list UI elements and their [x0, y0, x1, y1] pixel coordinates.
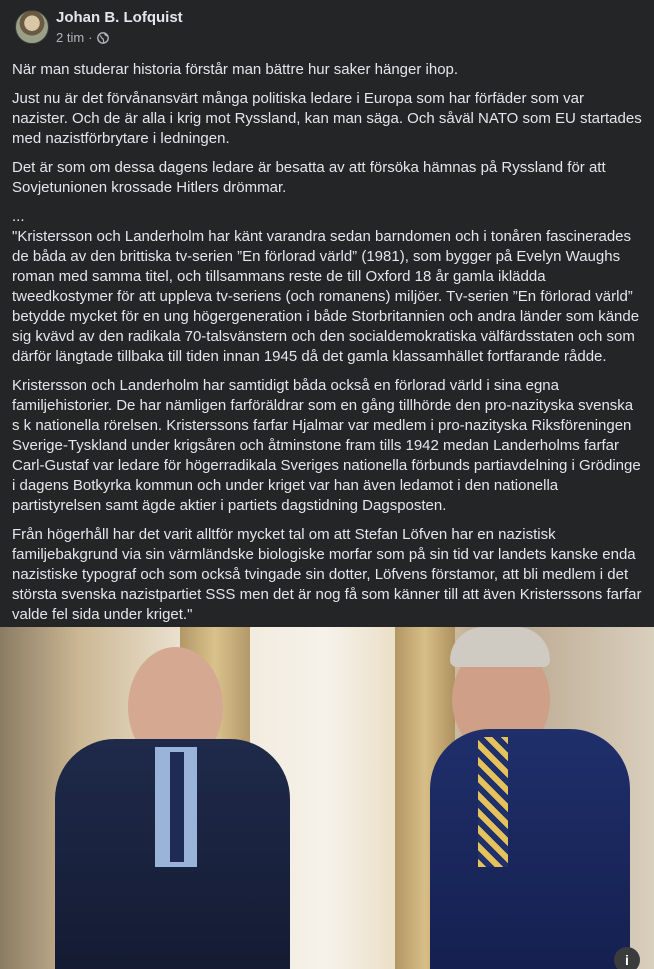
post-paragraph: När man studerar historia förstår man bättre hur saker hänger ihop. [12, 61, 459, 78]
post-time[interactable]: 2 tim [56, 30, 85, 45]
post-meta [56, 30, 109, 45]
person-right-tie [478, 737, 508, 867]
globe-icon[interactable] [97, 32, 109, 44]
post-photo[interactable] [0, 627, 654, 969]
post-header [15, 8, 635, 44]
author-avatar[interactable] [15, 10, 49, 44]
post-paragraph: Just nu är det förvånansvärt många politiska ledare i Europa som har förfäder som var nazister. Och de är alla i krig mot Ryssland, kan man säga. Och såväl NATO som EU startades med nazistförbrytare i ledningen. [12, 90, 646, 147]
meta-separator: · [88, 30, 93, 45]
author-name[interactable]: Johan B. Lofquist [56, 9, 183, 26]
photo-info-button[interactable]: i [614, 947, 640, 969]
person-right-hair [450, 627, 550, 667]
post-paragraph: Från högerhåll har det varit alltför mycket tal om att Stefan Löfven har en nazistisk familjebakgrund via sin värmländske biologiske morfar som på sin tid var landets kanske enda nazistiske typograf och som också tvingade sin dotter, Löfvens förstamor, att bli medlem i det största svenska nazistpartiet SSS men det är nog få som känner till att även Kristerssons farfar valde fel sida under kriget." [12, 526, 646, 623]
person-left-tie [170, 752, 184, 862]
post-paragraph: Det är som om dessa dagens ledare är besatta av att försöka hämnas på Ryssland för att Sovjetunionen krossade Hitlers drömmar. [12, 159, 610, 196]
person-right-suit [430, 729, 630, 969]
post-paragraph: Kristersson och Landerholm har samtidigt båda också en förlorad värld i sina egna familjehistorier. De har nämligen farföräldrar som en gång tillhörde den pro-nazityska svenska s k nationella rörelsen. Kristerssons farfar Hjalmar var medlem i pro-nazityska Riksföreningen Sverige-Tyskland under krigsåren och åtminstone fram tills 1942 medan Landerholms farfar Carl-Gustaf var ledare för högerradikala Sveriges nationella förbunds partiavdelning i Grödinge i dagens Botkyrka kommun och under kriget var han även ledamot i den nationella partistyrelsen samt ägde aktier i partiets dagstidning Dagsposten. [12, 377, 645, 514]
post-paragraph: ... "Kristersson och Landerholm har känt varandra sedan barndomen och i tonåren fascinerades de båda av den brittiska tv-serien ”En förlorad värld” (1981), som bygger på Evelyn Waughs roman med samma titel, och tillsammans reste de till Oxford 18 år gamla iklädda tweedkostymer för att uppleva tv-seriens (och romanens) miljöer. Tv-serien ”En förlorad värld” betydde mycket för en ung högergeneration i både Storbritannien och andra länder som kände sig kvävd av den radikala 70-talsvänstern och den socialdemokratiska välfärdsstaten och som därför längtade tillbaka till tiden innan 1945 då det gamla klassamhället fortfarande rådde. [12, 208, 640, 365]
post-text [12, 60, 646, 634]
